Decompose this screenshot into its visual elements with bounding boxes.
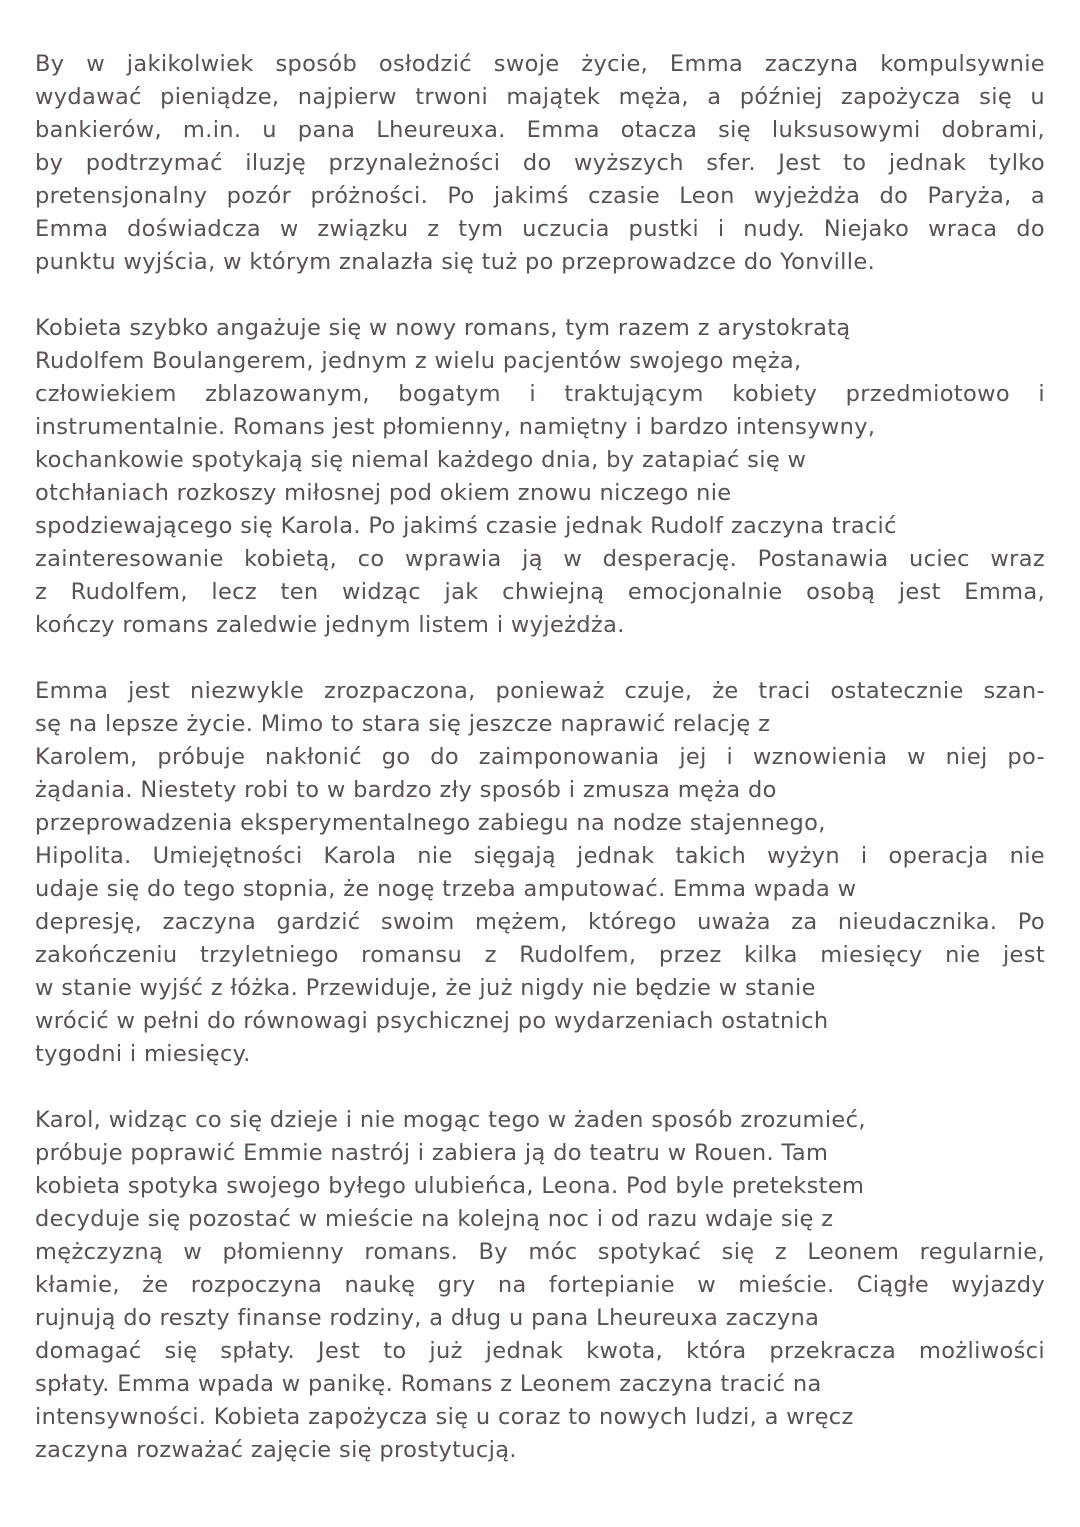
text-line: By w jakikolwiek sposób osłodzić swoje życie, Emma zaczyna kompulsywnie [35,51,1045,77]
text-line: sę na lepsze życie. Mimo to stara się jeszcze naprawić relację z [35,711,771,737]
text-line: spłaty. Emma wpada w panikę. Romans z Leonem zaczyna tracić na [35,1371,822,1397]
text-line: próbuje poprawić Emmie nastrój i zabiera ją do teatru w Rouen. Tam [35,1140,829,1166]
text-line: Kobieta szybko angażuje się w nowy romans, tym razem z arystokratą [35,315,851,341]
text-line: Karolem, próbuje nakłonić go do zaimponowania jej i wznowienia w niej po- [35,744,1045,770]
text-line: punktu wyjścia, w którym znalazła się tuż po przeprowadzce do Yonville. [35,249,876,275]
paragraph-3 [35,675,1045,1071]
text-line: otchłaniach rozkoszy miłosnej pod okiem znowu niczego nie [35,480,732,506]
text-line: spodziewającego się Karola. Po jakimś czasie jednak Rudolf zaczyna tracić [35,513,897,539]
paragraph-4 [35,1104,1045,1467]
text-line: instrumentalnie. Romans jest płomienny, namiętny i bardzo intensywny, [35,414,876,440]
text-line: wydawać pieniądze, najpierw trwoni majątek męża, a później zapożycza się u [35,84,1045,110]
text-line: w stanie wyjść z łóżka. Przewiduje, że już nigdy nie będzie w stanie [35,975,816,1001]
document-body [35,48,1045,1467]
text-line: kończy romans zaledwie jednym listem i wyjeżdża. [35,612,625,638]
text-line: rujnują do reszty finanse rodziny, a dług u pana Lheureuxa zaczyna [35,1305,820,1331]
text-line: wrócić w pełni do równowagi psychicznej po wydarzeniach ostatnich [35,1008,829,1034]
text-line: przeprowadzenia eksperymentalnego zabiegu na nodze stajennego, [35,810,826,836]
text-line: Hipolita. Umiejętności Karola nie sięgają jednak takich wyżyn i operacja nie [35,843,1045,869]
text-line: domagać się spłaty. Jest to już jednak kwota, która przekracza możliwości [35,1338,1045,1364]
paragraph-2 [35,312,1045,642]
text-line: człowiekiem zblazowanym, bogatym i traktującym kobiety przedmiotowo i [35,381,1045,407]
document-page [35,48,1045,1500]
text-line: Emma jest niezwykle zrozpaczona, ponieważ czuje, że traci ostatecznie szan- [35,678,1045,704]
text-line: żądania. Niestety robi to w bardzo zły sposób i zmusza męża do [35,777,777,803]
text-line: kochankowie spotykają się niemal każdego dnia, by zatapiać się w [35,447,807,473]
text-line: depresję, zaczyna gardzić swoim mężem, którego uważa za nieudacznika. Po [35,909,1045,935]
text-line: mężczyzną w płomienny romans. By móc spotykać się z Leonem regularnie, [35,1239,1045,1265]
text-line: kłamie, że rozpoczyna naukę gry na fortepianie w mieście. Ciągłe wyjazdy [35,1272,1045,1298]
text-line: udaje się do tego stopnia, że nogę trzeba amputować. Emma wpada w [35,876,857,902]
text-line: pretensjonalny pozór próżności. Po jakimś czasie Leon wyjeżdża do Paryża, a [35,183,1045,209]
text-line: intensywności. Kobieta zapożycza się u coraz to nowych ludzi, a wręcz [35,1404,854,1430]
text-line: zaczyna rozważać zajęcie się prostytucją. [35,1437,517,1463]
text-line: by podtrzymać iluzję przynależności do wyższych sfer. Jest to jednak tylko [35,150,1045,176]
text-line: kobieta spotyka swojego byłego ulubieńca, Leona. Pod byle pretekstem [35,1173,865,1199]
text-line: Emma doświadcza w związku z tym uczucia pustki i nudy. Niejako wraca do [35,216,1045,242]
text-line: zainteresowanie kobietą, co wprawia ją w desperację. Postanawia uciec wraz [35,546,1045,572]
text-line: z Rudolfem, lecz ten widząc jak chwiejną emocjonalnie osobą jest Emma, [35,579,1045,605]
paragraph-1 [35,48,1045,279]
text-line: bankierów, m.in. u pana Lheureuxa. Emma otacza się luksusowymi dobrami, [35,117,1045,143]
text-line: tygodni i miesięcy. [35,1041,251,1067]
text-line: zakończeniu trzyletniego romansu z Rudolfem, przez kilka miesięcy nie jest [35,942,1045,968]
text-line: Karol, widząc co się dzieje i nie mogąc tego w żaden sposób zrozumieć, [35,1107,866,1133]
text-line: decyduje się pozostać w mieście na kolejną noc i od razu wdaje się z [35,1206,834,1232]
text-line: Rudolfem Boulangerem, jednym z wielu pacjentów swojego męża, [35,348,802,374]
